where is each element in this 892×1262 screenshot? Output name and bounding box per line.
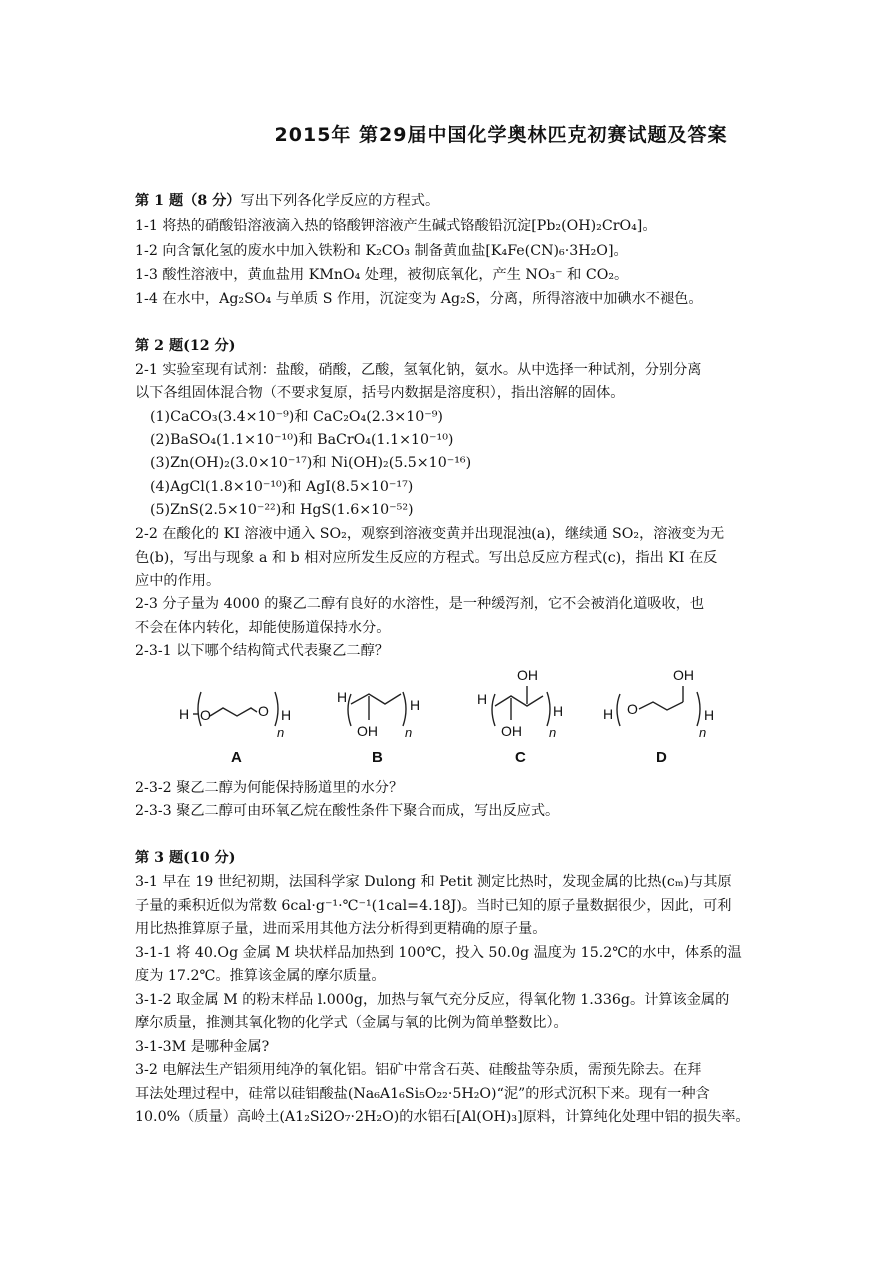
page-title: 2015年 第29届中国化学奥林匹克初赛试题及答案 xyxy=(274,124,728,146)
structure-a-bracket-right xyxy=(275,692,278,726)
q1-item-1: 1-1 将热的硝酸铅溶液滴入热的铬酸钾溶液产生碱式铬酸铅沉淀[Pb₂(OH)₂CrO₄]。 xyxy=(135,218,657,234)
q2-mixture-4: (4)AgCl(1.8×10⁻¹⁰)和 AgI(8.5×10⁻¹⁷) xyxy=(150,479,414,495)
q1-line xyxy=(135,191,760,211)
structure-c-bracket-right xyxy=(547,692,550,726)
structure-d-n: n xyxy=(699,725,707,740)
q2-1-line-2: 以下各组固体混合物（不要求复原，括号内数据是溶度积），指出溶解的固体。 xyxy=(135,385,625,401)
q2-3-1: 2-3-1 以下哪个结构简式代表聚乙二醇？ xyxy=(135,643,389,659)
q1-item-3: 1-3 酸性溶液中，黄血盐用 KMnO₄ 处理，被彻底氧化，产生 NO₃⁻ 和 CO₂。 xyxy=(135,267,629,283)
q2-2-line-1: 2-2 在酸化的 KI 溶液中通入 SO₂，观察到溶液变黄并出现混浊(a)，继续通 SO₂，溶液变为无 xyxy=(135,526,725,542)
structure-a-h-right: H xyxy=(281,707,292,723)
structure-b-label: B xyxy=(372,749,383,766)
q2-mixture-3: (3)Zn(OH)₂(3.0×10⁻¹⁷)和 Ni(OH)₂(5.5×10⁻¹⁶) xyxy=(150,455,472,471)
q3-1-1-line-2: 度为 17.2℃。推算该金属的摩尔质量。 xyxy=(135,968,386,984)
structure-c-bracket-left xyxy=(492,694,495,726)
structure-d-bracket-left xyxy=(617,694,620,726)
q3-1-line-1: 3-1 早在 19 世纪初期，法国科学家 Dulong 和 Petit 测定比热时，发现金属的比热(cₘ)与其原 xyxy=(135,874,732,890)
structure-d-oh: OH xyxy=(673,667,694,683)
structure-b-n: n xyxy=(405,725,413,740)
q2-mixture-1: (1)CaCO₃(3.4×10⁻⁹)和 CaC₂O₄(2.3×10⁻⁹) xyxy=(150,409,443,425)
q2-1-line-1: 2-1 实验室现有试剂：盐酸，硝酸，乙酸，氢氧化钠，氨水。从中选择一种试剂，分别分离 xyxy=(135,362,702,378)
q3-1-line-2: 子量的乘积近似为常数 6cal·g⁻¹·℃⁻¹(1cal=4.18J)。当时已知的原子量数据很少，因此，可利 xyxy=(135,898,732,914)
q2-2-line-3: 应中的作用。 xyxy=(135,573,221,589)
structure-c-n: n xyxy=(549,725,557,740)
structure-a-chain xyxy=(210,708,257,716)
structure-c-h-right: H xyxy=(553,703,564,719)
structure-a-n: n xyxy=(277,725,285,740)
q3-2-line-3: 10.0%（质量）高岭土(A1₂Si2O₇·2H₂O)的水铝石[Al(OH)₃]原料，计算纯化处理中铝的损失率。 xyxy=(135,1109,750,1125)
q1-heading: 第 1 题（8 分） xyxy=(135,193,241,209)
structure-d-chain xyxy=(639,702,683,710)
structure-c-h-left: H xyxy=(477,691,488,707)
q2-mixture-2: (2)BaSO₄(1.1×10⁻¹⁰)和 BaCrO₄(1.1×10⁻¹⁰) xyxy=(150,432,454,448)
structure-c-oh-top: OH xyxy=(517,667,538,683)
structure-a-o-right: O xyxy=(258,703,269,719)
q2-3-line-1: 2-3 分子量为 4000 的聚乙二醇有良好的水溶性，是一种缓泻剂，它不会被消化道吸收，也 xyxy=(135,596,705,612)
structure-d-o: O xyxy=(627,701,638,717)
q3-1-3: 3-1-3M 是哪种金属? xyxy=(135,1039,270,1055)
structure-c-oh-bottom: OH xyxy=(501,723,522,739)
q3-2-line-2: 耳法处理过程中，硅常以硅铝酸盐(Na₆A1₆Si₅O₂₂·5H₂O)“泥”的形式沉积下来。现有一种含 xyxy=(135,1086,710,1102)
structure-options xyxy=(165,664,735,772)
structure-c-chain xyxy=(495,696,543,706)
q1-item-4: 1-4 在水中，Ag₂SO₄ 与单质 S 作用，沉淀变为 Ag₂S，分离，所得溶液中加碘水不褪色。 xyxy=(135,291,703,307)
q2-3-2: 2-3-2 聚乙二醇为何能保持肠道里的水分？ xyxy=(135,780,404,796)
q2-mixture-5: (5)ZnS(2.5×10⁻²²)和 HgS(1.6×10⁻⁵²) xyxy=(150,502,414,518)
structure-a-h-left: H xyxy=(179,706,190,722)
structure-a-o-left: O xyxy=(200,707,211,723)
q2-heading: 第 2 题(12 分) xyxy=(135,338,236,354)
structure-b-h-right: H xyxy=(410,697,421,713)
q2-2-line-2: 色(b)，写出与现象 a 和 b 相对应所发生反应的方程式。写出总反应方程式(c)，指出 KI 在反 xyxy=(135,550,718,566)
q2-3-3: 2-3-3 聚乙二醇可由环氧乙烷在酸性条件下聚合而成，写出反应式。 xyxy=(135,803,560,819)
q3-heading: 第 3 题(10 分) xyxy=(135,850,236,866)
q3-1-2-line-2: 摩尔质量，推测其氧化物的化学式（金属与氧的比例为简单整数比）。 xyxy=(135,1015,568,1031)
structure-d-h-left: H xyxy=(603,706,614,722)
q3-2-line-1: 3-2 电解法生产铝须用纯净的氧化铝。铝矿中常含石英、硅酸盐等杂质，需预先除去。在拜 xyxy=(135,1062,702,1078)
structure-b-h-left: H xyxy=(337,689,348,705)
structure-d-label: D xyxy=(656,749,667,766)
structure-b-bracket-right xyxy=(403,692,406,726)
structure-d-bracket-right xyxy=(697,692,700,726)
q3-1-line-3: 用比热推算原子量，进而采用其他方法分析得到更精确的原子量。 xyxy=(135,921,547,937)
q1-intro: 写出下列各化学反应的方程式。 xyxy=(240,193,440,209)
structure-d-h-right: H xyxy=(704,707,715,723)
q3-1-1-line-1: 3-1-1 将 40.Og 金属 M 块状样品加热到 100℃，投入 50.0g 温度为 15.2℃的水中，体系的温 xyxy=(135,945,742,961)
q3-1-2-line-1: 3-1-2 取金属 M 的粉末样品 l.000g，加热与氧气充分反应，得氧化物 1.336g。计算该金属的 xyxy=(135,992,730,1008)
q1-item-2: 1-2 向含氰化氢的废水中加入铁粉和 K₂CO₃ 制备黄血盐[K₄Fe(CN)₆·3H₂O]。 xyxy=(135,243,628,259)
structure-c-label: C xyxy=(515,749,526,766)
structure-b-chain xyxy=(351,694,401,704)
structure-a-label: A xyxy=(231,749,242,766)
q2-3-line-2: 不会在体内转化，却能使肠道保持水分。 xyxy=(135,620,391,636)
structure-b-bracket-left xyxy=(348,694,351,726)
structure-b-oh: OH xyxy=(357,723,378,739)
